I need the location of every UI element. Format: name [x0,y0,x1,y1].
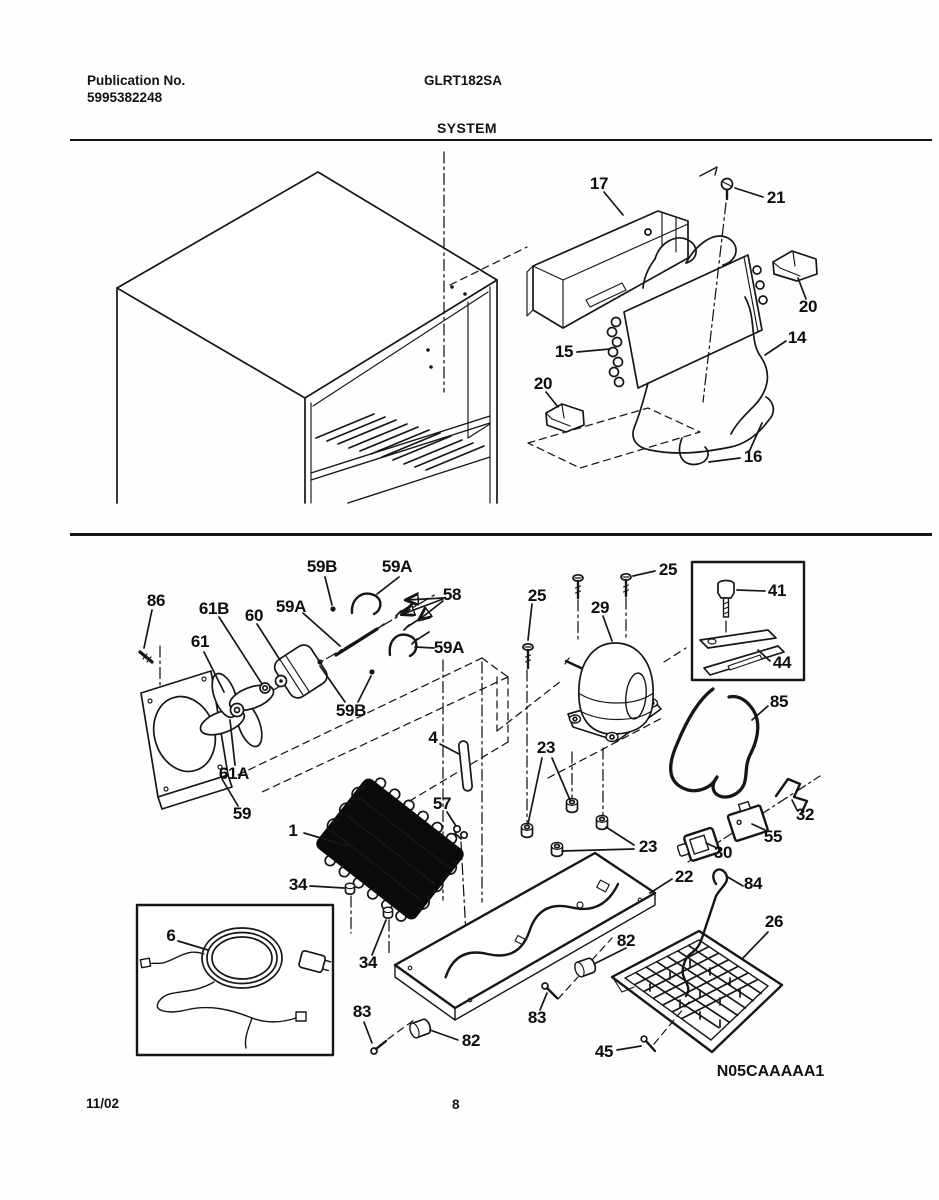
part-callout-84: 84 [743,874,763,893]
part-callout-34: 34 [288,875,308,894]
part-callout-59B: 59B [306,557,338,576]
part-callout-59A: 59A [381,557,413,576]
mounting-grommets [522,799,608,857]
part-callout-44: 44 [772,653,792,672]
part-callout-41: 41 [767,581,787,600]
part-callout-23: 23 [536,738,556,757]
condenser-tube-upper [633,297,773,453]
part-callout-25: 25 [658,560,678,579]
part-callout-34: 34 [358,953,378,972]
part-callout-15: 15 [554,342,574,361]
part-callout-45: 45 [594,1042,614,1061]
publication-number: 5995382248 [87,90,163,105]
part-callout-58: 58 [442,585,462,604]
part-callout-83: 83 [352,1002,372,1021]
part-callout-4: 4 [428,728,438,747]
part-callout-82: 82 [461,1031,481,1050]
section-title: SYSTEM [437,120,497,136]
part-callout-82: 82 [616,931,636,950]
evaporator-cover [527,211,688,328]
footer-revision-date: 11/02 [86,1096,120,1111]
publication-label: Publication No. [87,73,186,88]
part-callout-25: 25 [527,586,547,605]
part-callout-60: 60 [244,606,264,625]
model-number: GLRT182SA [424,73,503,88]
heat-exchanger-loop [671,689,758,797]
drier [458,741,472,792]
power-cord-inset-box [137,905,333,1055]
part-callout-21: 21 [766,188,786,207]
refrigerator-cabinet [117,152,527,503]
part-callout-20: 20 [798,297,818,316]
tube-clip-right [773,251,817,281]
part-callout-29: 29 [590,598,610,617]
bracket-inset-box [692,562,804,680]
part-callout-30: 30 [713,843,733,862]
part-callout-22: 22 [674,867,694,886]
part-callout-59: 59 [232,804,252,823]
part-callout-1: 1 [288,821,298,840]
part-callout-83: 83 [527,1008,547,1027]
part-callout-59A: 59A [433,638,465,657]
part-callout-86: 86 [146,591,166,610]
part-callout-20: 20 [533,374,553,393]
part-callout-16: 16 [743,447,763,466]
evaporator-fins-in-cabinet [316,414,484,470]
diagram-code: N05CAAAAA1 [716,1063,825,1080]
part-callout-23: 23 [638,837,658,856]
part-callout-85: 85 [769,692,789,711]
screw [523,644,533,668]
part-callout-17: 17 [589,174,609,193]
part-callout-55: 55 [763,827,783,846]
part-callout-14: 14 [787,328,807,347]
part-callout-6: 6 [166,926,176,945]
part-callout-61A: 61A [218,764,250,783]
wire-clip [776,779,807,814]
part-callout-57: 57 [432,794,452,813]
screw [573,575,583,598]
part-callout-61B: 61B [198,599,230,618]
part-callout-61: 61 [190,632,210,651]
part-callout-59A: 59A [275,597,307,616]
evaporator-hairpin-ends [608,318,624,387]
screw [621,574,631,596]
part-callout-59B: 59B [335,701,367,720]
footer-page-number: 8 [452,1097,460,1112]
fan-motor [271,642,330,702]
relay-cover [725,798,768,841]
part-callout-26: 26 [764,912,784,931]
evaporator-mounting-screw [700,167,733,402]
part-callout-32: 32 [795,805,815,824]
